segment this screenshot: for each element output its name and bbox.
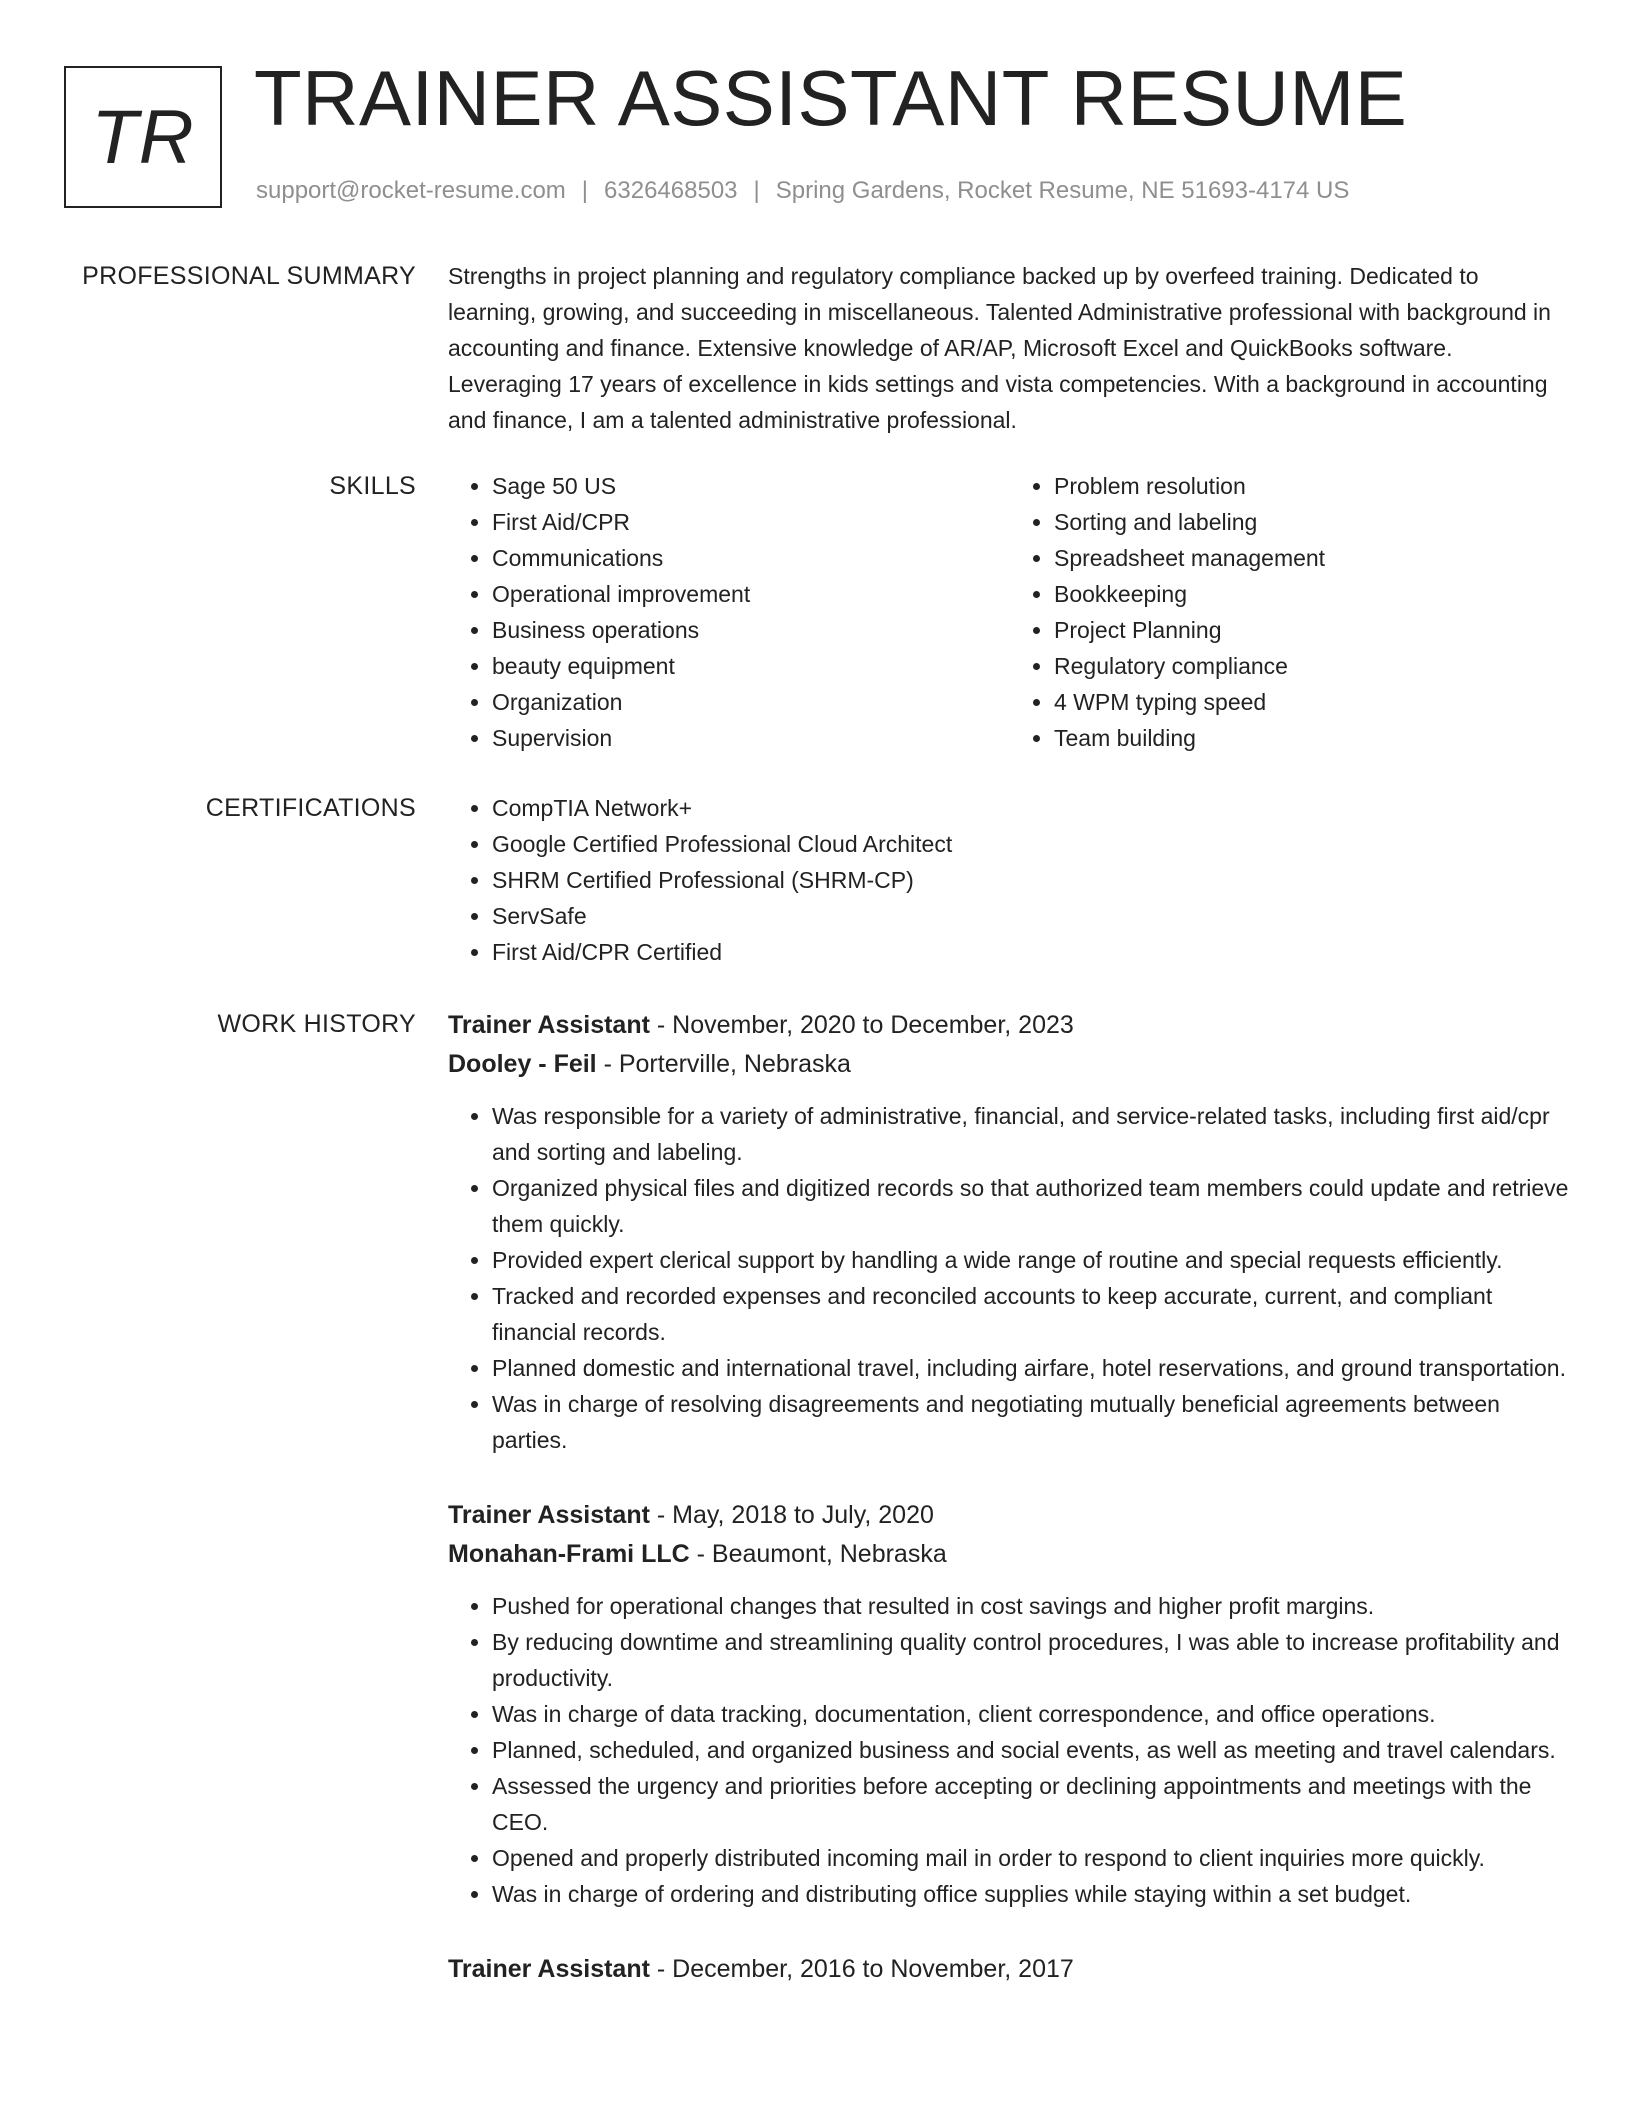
contact-separator: | (753, 177, 760, 204)
certifications-list (448, 790, 1572, 970)
skill-item: • Business operations (492, 612, 1010, 648)
skills-list-left (448, 468, 1010, 756)
certification-item: • Google Certified Professional Cloud Architect (492, 826, 1572, 862)
job-entry (448, 1006, 1572, 1458)
contact-line (256, 174, 1349, 208)
contact-separator: | (581, 177, 589, 204)
skill-item: • Bookkeeping (1054, 576, 1572, 612)
section-title-summary: PROFESSIONAL SUMMARY (82, 262, 416, 290)
contact-phone: 6326468503 (604, 177, 738, 204)
contact-address: Spring Gardens, Rocket Resume, NE 51693-4174 US (775, 177, 1350, 204)
job-company: Monahan-Frami LLC (448, 1540, 690, 1568)
job-location: - Porterville, Nebraska (596, 1050, 851, 1078)
work-history-body (448, 1006, 1572, 2027)
section-title-work-history: WORK HISTORY (217, 1010, 416, 1038)
summary-text: Strengths in project planning and regulatory compliance backed up by overfeed training. Dedicated to learning, growing, and succeeding in miscellaneous. Talented Administrative professional with background in accounting and finance. Extensive knowledge of AR/AP, Microsoft Excel and QuickBooks software. Leveraging 17 years of excellence in kids settings and vista competencies. With a background in accounting and finance, I am a talented administrative professional. (448, 263, 1551, 433)
skill-item: • beauty equipment (492, 648, 1010, 684)
certification-item: • First Aid/CPR Certified (492, 934, 1572, 970)
job-company: Dooley - Feil (448, 1050, 597, 1078)
job-bullet: • Assessed the urgency and priorities before accepting or declining appointments and meetings with the CEO. (492, 1768, 1572, 1840)
skill-item: • 4 WPM typing speed (1054, 684, 1572, 720)
skill-item: • Sage 50 US (492, 468, 1010, 504)
skill-item: • Spreadsheet management (1054, 540, 1572, 576)
job-company-line (448, 1535, 1572, 1574)
skill-item: • First Aid/CPR (492, 504, 1010, 540)
skill-item: • Project Planning (1054, 612, 1572, 648)
skill-item: • Supervision (492, 720, 1010, 756)
resume-title: TRAINER ASSISTANT RESUME (254, 54, 1408, 142)
certifications-body (448, 790, 1572, 970)
job-bullet: • Was in charge of data tracking, documentation, client correspondence, and office operations. (492, 1696, 1572, 1732)
job-bullet: • Was in charge of resolving disagreements and negotiating mutually beneficial agreements between parties. (492, 1386, 1572, 1458)
job-bullet: • Planned, scheduled, and organized business and social events, as well as meeting and travel calendars. (492, 1732, 1572, 1768)
job-bullets (448, 1588, 1572, 1912)
certification-item: • CompTIA Network+ (492, 790, 1572, 826)
skill-item: • Problem resolution (1054, 468, 1572, 504)
skills-body (448, 468, 1572, 756)
job-role: Trainer Assistant (448, 1011, 650, 1039)
job-bullet: • Was responsible for a variety of administrative, financial, and service-related tasks, including first aid/cpr and sorting and labeling. (492, 1098, 1572, 1170)
certification-item: • SHRM Certified Professional (SHRM-CP) (492, 862, 1572, 898)
job-bullet: • Planned domestic and international travel, including airfare, hotel reservations, and ground transportation. (492, 1350, 1572, 1386)
job-bullet: • By reducing downtime and streamlining quality control procedures, I was able to increase profitability and productivity. (492, 1624, 1572, 1696)
job-company-line (448, 1045, 1572, 1084)
skill-item: • Organization (492, 684, 1010, 720)
monogram-initials: TR (91, 94, 195, 180)
job-bullet: • Tracked and recorded expenses and reconciled accounts to keep accurate, current, and compliant financial records. (492, 1278, 1572, 1350)
section-title-certifications: CERTIFICATIONS (205, 794, 416, 822)
job-location: - Beaumont, Nebraska (689, 1540, 947, 1568)
job-title-line (448, 1950, 1572, 1989)
skill-item: • Sorting and labeling (1054, 504, 1572, 540)
job-entry (448, 1496, 1572, 1912)
contact-email: support@rocket-resume.com (256, 177, 566, 204)
section-title-skills: SKILLS (329, 472, 416, 500)
skill-item: • Regulatory compliance (1054, 648, 1572, 684)
monogram-box (64, 66, 222, 208)
job-dates: - December, 2016 to November, 2017 (649, 1955, 1074, 1983)
summary-body (448, 258, 1572, 438)
job-bullet: • Was in charge of ordering and distributing office supplies while staying within a set budget. (492, 1876, 1572, 1912)
job-title-line (448, 1006, 1572, 1045)
skill-item: • Operational improvement (492, 576, 1010, 612)
certification-item: • ServSafe (492, 898, 1572, 934)
job-bullets (448, 1098, 1572, 1458)
skill-item: • Team building (1054, 720, 1572, 756)
job-title-line (448, 1496, 1572, 1535)
job-bullet: • Provided expert clerical support by handling a wide range of routine and special requests efficiently. (492, 1242, 1572, 1278)
job-entry (448, 1950, 1572, 1989)
skills-list-right (1010, 468, 1572, 756)
job-dates: - November, 2020 to December, 2023 (649, 1011, 1074, 1039)
job-dates: - May, 2018 to July, 2020 (649, 1501, 934, 1529)
skill-item: • Communications (492, 540, 1010, 576)
job-bullet: • Pushed for operational changes that resulted in cost savings and higher profit margins. (492, 1588, 1572, 1624)
job-role: Trainer Assistant (448, 1955, 650, 1983)
job-role: Trainer Assistant (448, 1501, 650, 1529)
job-bullet: • Organized physical files and digitized records so that authorized team members could update and retrieve them quickly. (492, 1170, 1572, 1242)
job-bullet: • Opened and properly distributed incoming mail in order to respond to client inquiries more quickly. (492, 1840, 1572, 1876)
